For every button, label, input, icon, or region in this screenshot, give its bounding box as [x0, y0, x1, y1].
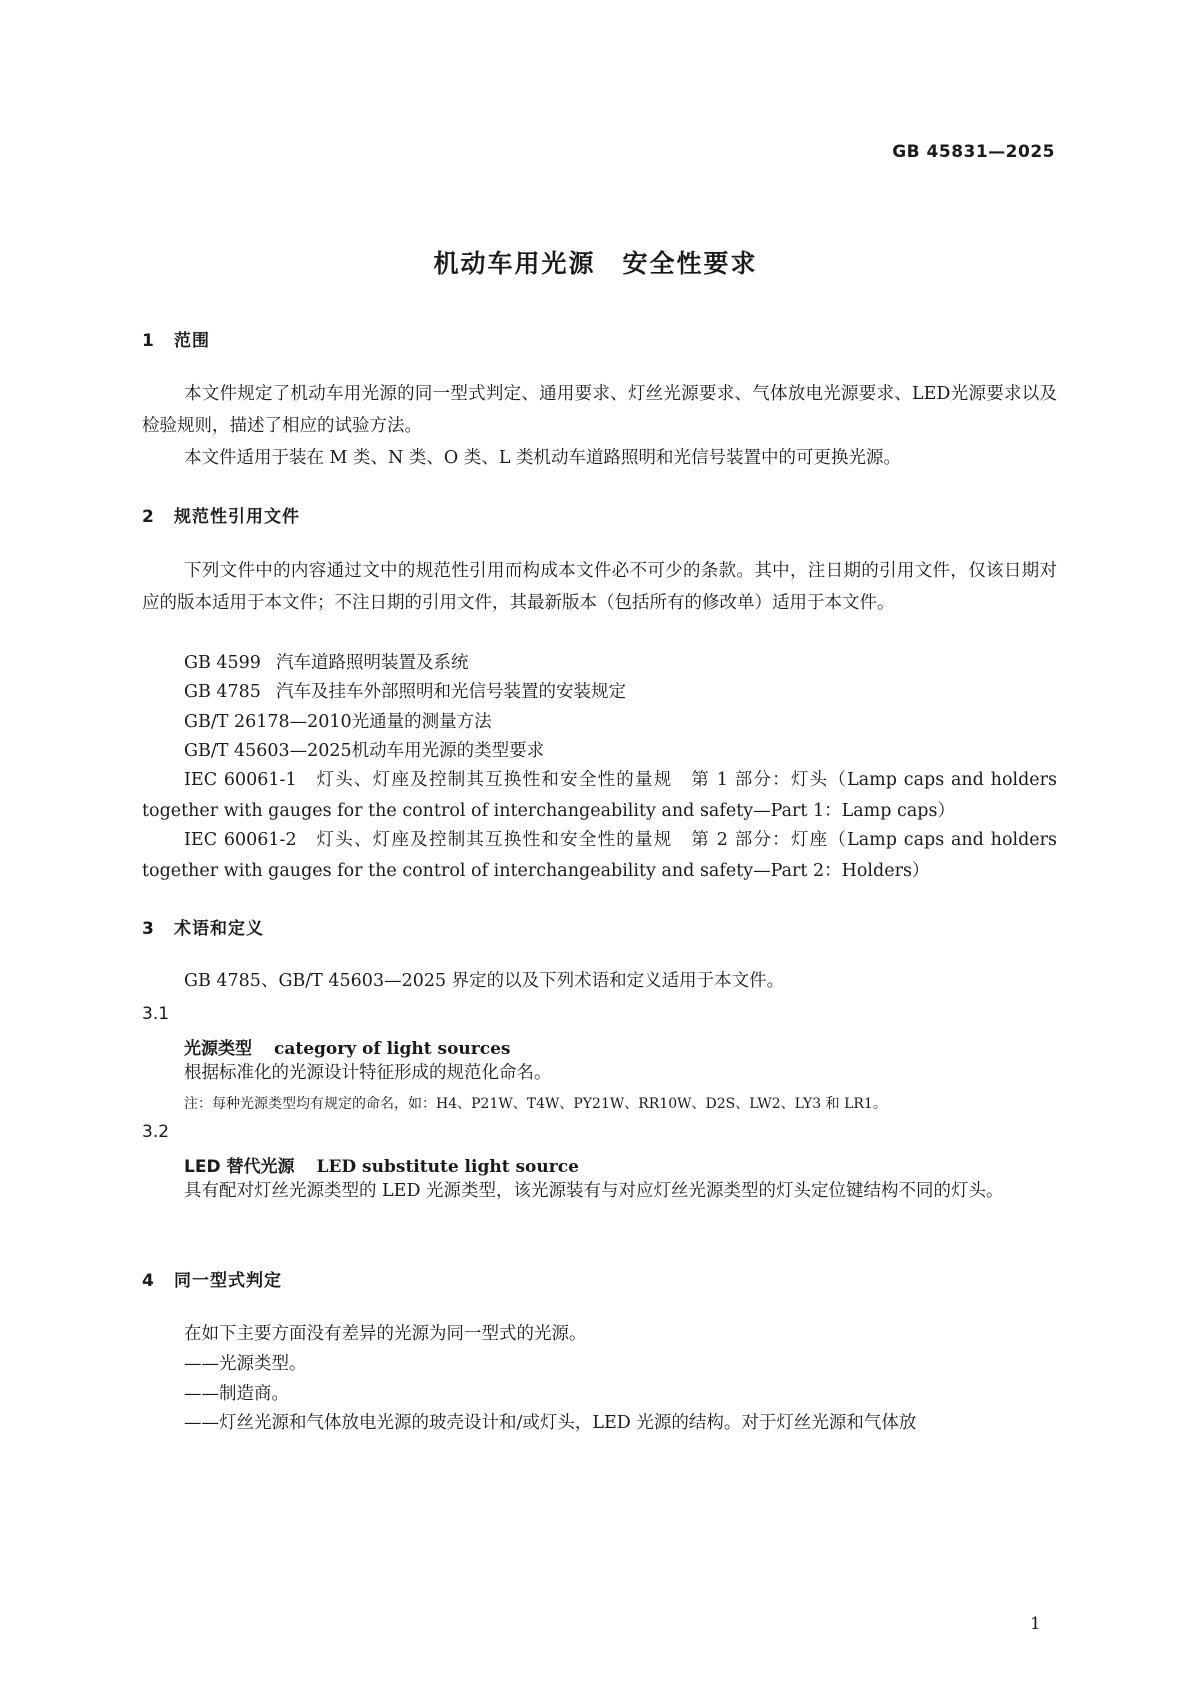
section-number: 3: [142, 919, 155, 939]
reference-title: 汽车及挂车外部照明和光信号装置的安装规定: [276, 682, 626, 702]
list-item: ——光源类型。: [184, 1354, 307, 1374]
term-number: 3.1: [142, 1004, 170, 1024]
reference-iec-60061-1: IEC 60061-1 灯头、灯座及控制其互换性和安全性的量规 第 1 部分：灯头（Lamp caps and holders together with gauges for the control of interchangeability and safety—Part 1：Lamp caps）: [142, 770, 1057, 821]
section-number: 1: [142, 331, 155, 351]
standard-code: GB 45831—2025: [892, 142, 1055, 162]
reference-code: GB 4785: [184, 682, 261, 702]
section-1-paragraph-2: 本文件适用于装在 M 类、N 类、O 类、L 类机动车道路照明和光信号装置中的可更换光源。: [184, 448, 902, 468]
reference-code: GB/T 26178—2010: [184, 712, 352, 732]
section-title: 范围: [174, 331, 210, 351]
reference-item: [184, 676, 626, 708]
term-number: 3.2: [142, 1122, 170, 1142]
reference-item: [184, 706, 492, 738]
page-number: 1: [1030, 1614, 1041, 1634]
section-1-heading: [142, 326, 210, 351]
section-3-heading: [142, 914, 264, 939]
term-heading: [184, 1034, 510, 1059]
section-1-paragraph-1: 本文件规定了机动车用光源的同一型式判定、通用要求、灯丝光源要求、气体放电光源要求、LED光源要求以及检验规则，描述了相应的试验方法。: [142, 384, 1057, 436]
section-number: 4: [142, 1271, 155, 1291]
section-title: 同一型式判定: [174, 1271, 282, 1291]
section-number: 2: [142, 507, 155, 527]
list-item: ——制造商。: [184, 1384, 289, 1404]
term-en: LED substitute light source: [316, 1157, 579, 1177]
reference-title: 光通量的测量方法: [351, 712, 492, 732]
section-4-heading: [142, 1266, 282, 1291]
list-item: ——灯丝光源和气体放电光源的玻壳设计和/或灯头，LED 光源的结构。对于灯丝光源和气体放: [184, 1413, 917, 1433]
reference-item: [184, 735, 544, 767]
term-definition: 根据标准化的光源设计特征形成的规范化命名。: [184, 1063, 552, 1083]
section-2-intro: 下列文件中的内容通过文中的规范性引用而构成本文件必不可少的条款。其中，注日期的引用文件，仅该日期对应的版本适用于本文件；不注日期的引用文件，其最新版本（包括所有的修改单）适用于本文件。: [142, 561, 1057, 613]
reference-code: GB/T 45603—2025: [184, 741, 352, 761]
section-4-intro: 在如下主要方面没有差异的光源为同一型式的光源。: [184, 1324, 587, 1344]
term-cn: LED 替代光源: [184, 1157, 295, 1177]
section-3-intro: GB 4785、GB/T 45603—2025 界定的以及下列术语和定义适用于本文件。: [184, 971, 785, 991]
reference-code: GB 4599: [184, 653, 261, 673]
term-cn: 光源类型: [184, 1039, 252, 1059]
reference-iec-60061-2: IEC 60061-2 灯头、灯座及控制其互换性和安全性的量规 第 2 部分：灯座（Lamp caps and holders together with gauges for the control of interchangeability and safety—Part 2：Holders）: [142, 830, 1057, 881]
document-title: 机动车用光源 安全性要求: [433, 249, 758, 278]
section-title: 规范性引用文件: [174, 507, 300, 527]
section-2-heading: [142, 502, 300, 527]
reference-item: [184, 647, 469, 679]
term-en: category of light sources: [274, 1039, 511, 1059]
term-definition: 具有配对灯丝光源类型的 LED 光源类型，该光源装有与对应灯丝光源类型的灯头定位键结构不同的灯头。: [184, 1181, 1004, 1201]
term-heading: [184, 1152, 579, 1177]
reference-title: 机动车用光源的类型要求: [351, 741, 545, 761]
section-title: 术语和定义: [174, 919, 264, 939]
term-note: 注：每种光源类型均有规定的命名，如：H4、P21W、T4W、PY21W、RR10W、D2S、LW2、LY3 和 LR1。: [184, 1096, 887, 1112]
reference-title: 汽车道路照明装置及系统: [276, 653, 469, 673]
